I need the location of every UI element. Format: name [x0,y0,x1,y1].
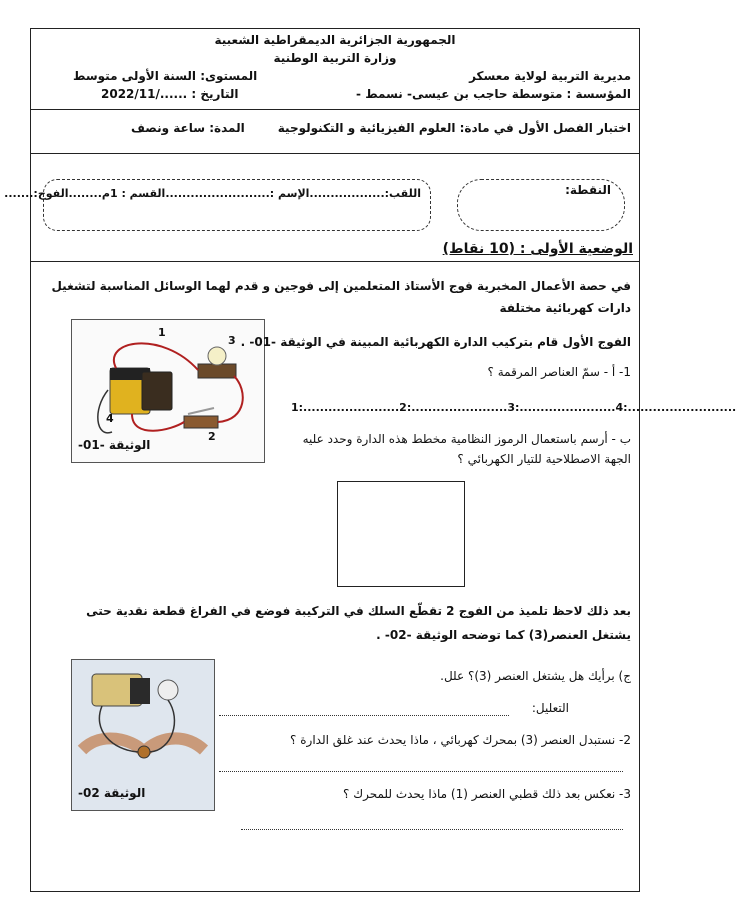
fig1-number-4: 4 [106,412,114,425]
fig1-number-3: 3 [228,334,236,347]
question-2: 2- نستبدل العنصر (3) بمحرك كهربائي ، ماذا يحدث عند غلق الدارة ؟ [290,733,631,747]
directorate-text: مديرية التربية لولاية معسكر [469,69,631,83]
question-3: 3- نعكس بعد ذلك قطبي العنصر (1) ماذا يحدث للمحرك ؟ [343,787,631,801]
exam-title: اختبار الفصل الأول في مادة: العلوم الفيزيائية و التكنولوجية [277,121,631,135]
question-1a-blanks[interactable]: 1:.......................2:.......................3:.......................4:.......................... [291,401,736,414]
justification-answer-line[interactable] [219,715,509,716]
republic-title: الجمهورية الجزائرية الديمقراطية الشعبية [214,33,456,47]
question-1a: 1- أ - سمّ العناصر المرقمة ؟ [487,365,631,379]
question-2-answer-line[interactable] [219,771,623,772]
document-2-figure [71,659,215,811]
document-1-figure [71,319,265,463]
intro-text: في حصة الأعمال المخبرية فوج الأستاذ المتعلمين إلى فوجين و قدم لهما الوسائل المناسبة لتشغيل دارات كهربائية مختلفة [51,279,631,315]
exam-sheet [4,28,736,892]
fig1-number-2: 2 [208,430,216,443]
school-text: المؤسسة : متوسطة حاجب بن عيسى- نسمط - [356,87,631,101]
question-3-answer-line[interactable] [241,829,623,830]
student-info-line: اللقب:..................الإسم :.........................القسم : 1م........الفوج:....... [4,187,421,200]
situation-title: الوضعية الأولى : (10 نقاط) [442,241,633,257]
justification-label: التعليل: [531,701,569,715]
header-divider [31,109,639,110]
group1-text: الفوج الأول قام بتركيب الدارة الكهربائية المبينة في الوثيقة -01- . [240,335,631,349]
group2-text: بعد ذلك لاحظ تلميذ من الفوج 2 تقطّع السلك في التركيبة فوضع في الفراغ قطعة نقدية حتى يشتغل العنصر(3) كما توضحه الوثيقة -02- . [86,604,631,642]
grade-label: النقطة: [565,183,611,197]
drawing-answer-box[interactable] [337,481,465,587]
title-divider [31,153,639,154]
info-divider [31,261,639,262]
level-text: المستوى: السنة الأولى متوسط [73,69,258,83]
question-1b: ب - أرسم باستعمال الرموز النظامية مخطط هذه الدارة وحدد عليه الجهة الاصطلاحية للتيار الكهربائي ؟ [302,432,631,466]
date-text: التاريخ : ....../2022/11 [101,87,239,101]
fig1-number-1: 1 [158,326,166,339]
question-j: ج) برأيك هل يشتغل العنصر (3)؟ علل. [440,669,631,683]
exam-duration: المدة: ساعة ونصف [131,121,245,135]
ministry-title: وزارة التربية الوطنية [273,51,397,65]
document-1-label: الوثيقة -01- [78,438,151,452]
document-2-label: الوثيقة 02- [78,786,146,800]
